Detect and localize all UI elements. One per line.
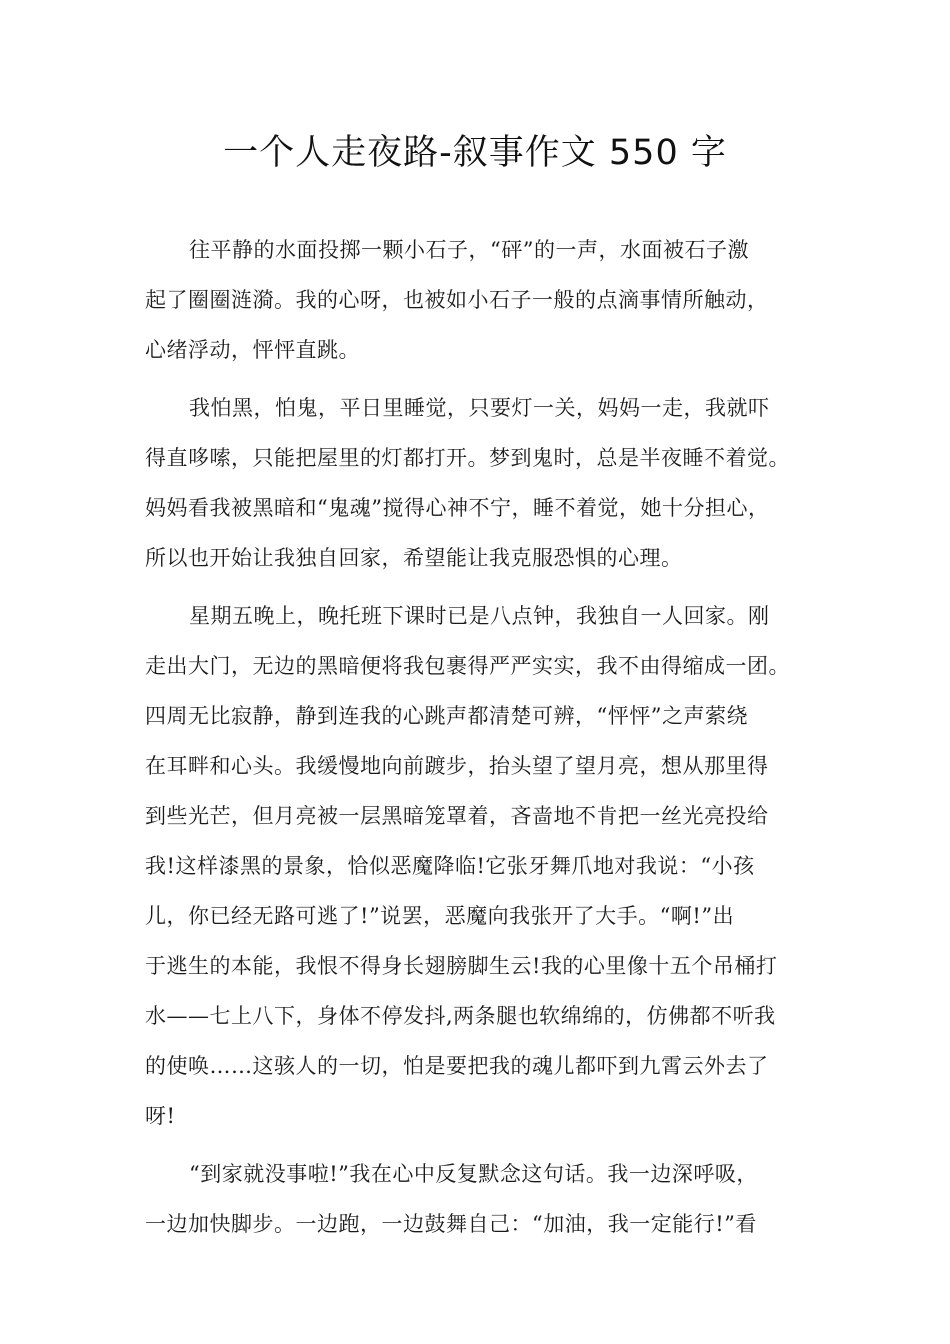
text-line: 到些光芒，但月亮被一层黑暗笼罩着，吝啬地不肯把一丝光亮投给 xyxy=(145,804,769,828)
text-line: 的使唤……这骇人的一切，怕是要把我的魂儿都吓到九霄云外去了 xyxy=(145,1054,769,1078)
text-line: 水——七上八下，身体不停发抖,两条腿也软绵绵的，仿佛都不听我 xyxy=(145,1004,776,1028)
text-line: 起了圈圈涟漪。我的心呀，也被如小石子一般的点滴事情所触动， xyxy=(145,288,769,312)
text-line: 于逃生的本能，我恨不得身长翅膀脚生云!我的心里像十五个吊桶打 xyxy=(145,954,778,978)
paragraph-3 xyxy=(145,591,825,1141)
text-line: 心绪浮动，怦怦直跳。 xyxy=(145,338,360,362)
text-line: 儿，你已经无路可逃了!”说罢，恶魔向我张开了大手。“啊!”出 xyxy=(145,904,735,928)
text-line: 在耳畔和心头。我缓慢地向前踱步，抬头望了望月亮，想从那里得 xyxy=(145,754,769,778)
text-line: 往平静的水面投掷一颗小石子，“砰”的一声，水面被石子激 xyxy=(189,238,749,262)
text-line: 我怕黑，怕鬼，平日里睡觉，只要灯一关，妈妈一走，我就吓 xyxy=(189,396,770,420)
text-line: 妈妈看我被黑暗和“鬼魂”搅得心神不宁，睡不着觉，她十分担心， xyxy=(145,496,770,520)
text-line: “到家就没事啦!”我在心中反复默念这句话。我一边深呼吸， xyxy=(189,1162,758,1186)
document-body xyxy=(145,225,825,1257)
document-title: 一个人走夜路-叙事作文 550 字 xyxy=(223,133,727,173)
paragraph-1 xyxy=(145,225,825,375)
text-line: 呀! xyxy=(145,1104,176,1128)
text-line: 四周无比寂静，静到连我的心跳声都清楚可辨，“怦怦”之声萦绕 xyxy=(145,704,748,728)
paragraph-2 xyxy=(145,383,825,583)
text-line: 我!这样漆黑的景象，恰似恶魔降临!它张牙舞爪地对我说：“小孩 xyxy=(145,854,755,878)
text-line: 得直哆嗦，只能把屋里的灯都打开。梦到鬼时，总是半夜睡不着觉。 xyxy=(145,446,790,470)
text-line: 一边加快脚步。一边跑，一边鼓舞自己：“加油，我一定能行!”看 xyxy=(145,1212,757,1236)
text-line: 走出大门，无边的黑暗便将我包裹得严严实实，我不由得缩成一团。 xyxy=(145,654,790,678)
text-line: 星期五晚上，晚托班下课时已是八点钟，我独自一人回家。刚 xyxy=(189,604,770,628)
text-line: 所以也开始让我独自回家，希望能让我克服恐惧的心理。 xyxy=(145,546,683,570)
paragraph-4 xyxy=(145,1149,825,1249)
